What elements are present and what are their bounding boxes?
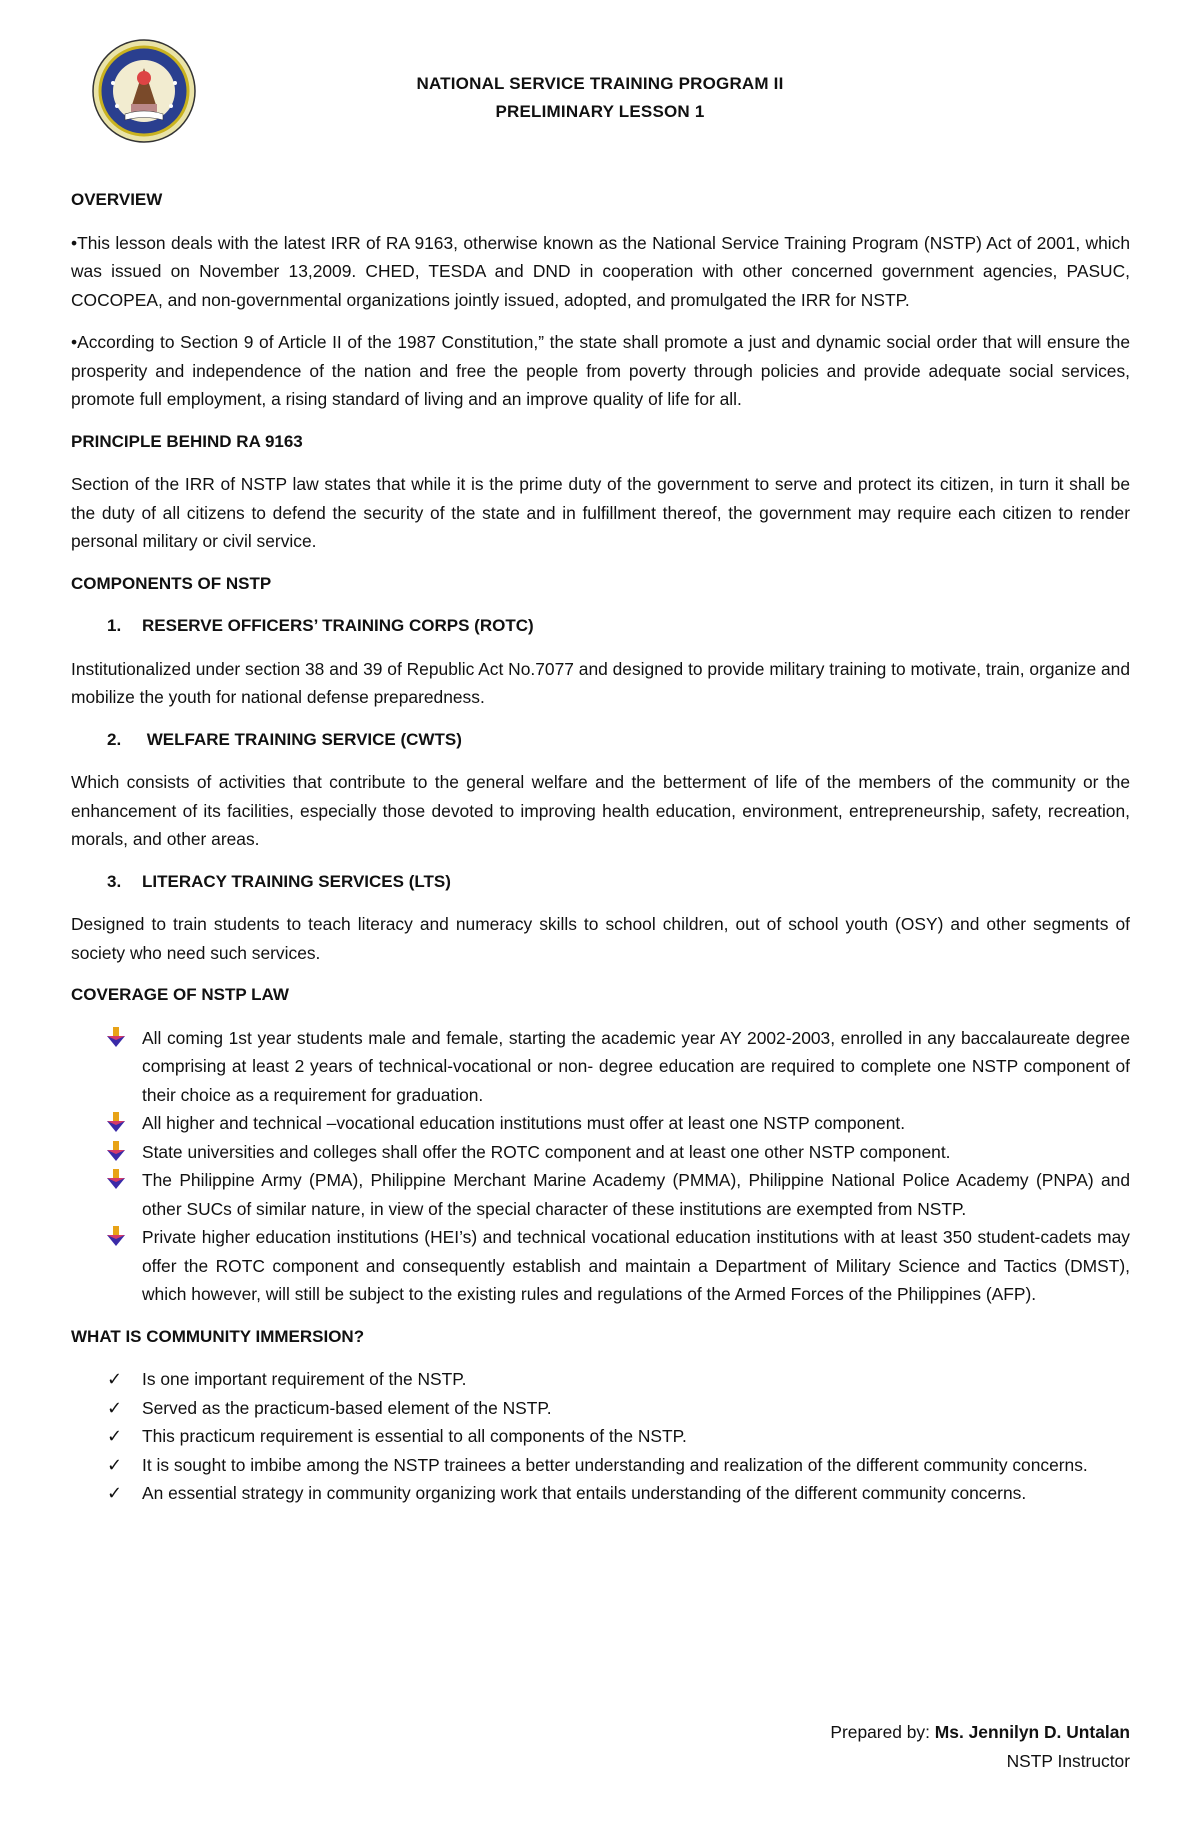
component-number: 3. [107,871,122,891]
list-item-text: Is one important requirement of the NSTP. [142,1369,467,1389]
overview-paragraph-2: •According to Section 9 of Article II of the 1987 Constitution,” the state shall promote a just and dynamic social order that will ensure the prosperity and independence of the nation and free the people from poverty through policies and provide adequate social services, promote full employment, a rising standard of living and an improve quality of life for all. [71,332,1130,409]
component-description: Which consists of activities that contribute to the general welfare and the betterment of life of the members of the community or the enhancement of its facilities, especially those devoted to improving health education, environment, entrepreneurship, safety, recreation, morals, and other areas. [71,772,1130,849]
component-item-rotc [107,612,1130,641]
principle-paragraph: Section of the IRR of NSTP law states that while it is the prime duty of the government to serve and protect its citizen, in turn it shall be the duty of all citizens to defend the security of the state and in fulfillment thereof, the government may require each citizen to render personal military or civil service. [71,474,1130,551]
immersion-list [71,1365,1130,1508]
preparer-name: Ms. Jennilyn D. Untalan [934,1722,1130,1742]
checkmark-icon: ✓ [107,1426,123,1446]
coverage-heading: COVERAGE OF NSTP LAW [71,985,289,1004]
list-item [71,1365,1130,1394]
prepared-by-label: Prepared by: [830,1722,935,1742]
checkmark-icon: ✓ [107,1454,123,1475]
list-item [71,1024,1130,1110]
component-description: Designed to train students to teach literacy and numeracy skills to school children, out of school youth (OSY) and other segments of society who need such services. [71,914,1130,963]
checkmark-icon: ✓ [107,1483,123,1503]
list-item [71,1451,1130,1480]
component-title: WELFARE TRAINING SERVICE (CWTS) [142,729,462,749]
principle-heading: PRINCIPLE BEHIND RA 9163 [71,431,303,451]
signature-block [830,1718,1130,1775]
list-item [71,1422,1130,1451]
arrow-down-icon [105,1225,127,1247]
list-item [71,1166,1130,1223]
component-number: 2. [107,729,122,749]
list-item-text: All higher and technical –vocational education institutions must offer at least one NSTP component. [142,1113,906,1133]
list-item-text: Served as the practicum-based element of the NSTP. [142,1397,552,1418]
document-subtitle: PRELIMINARY LESSON 1 [495,102,705,121]
list-item-text: State universities and colleges shall offer the ROTC component and at least one other NSTP component. [142,1141,951,1162]
checkmark-icon: ✓ [107,1369,123,1389]
component-description: Institutionalized under section 38 and 39 of Republic Act No.7077 and designed to provide military training to motivate, train, organize and mobilize the youth for national defense preparedness. [71,658,1130,707]
components-heading: COMPONENTS OF NSTP [71,573,272,593]
list-item [71,1138,1130,1167]
component-item-lts [107,868,1130,897]
arrow-down-icon [105,1111,127,1133]
list-item-text: The Philippine Army (PMA), Philippine Merchant Marine Academy (PMMA), Philippine National Police Academy (PNPA) and other SUCs of similar nature, in view of the special character of these institutions are exempted from NSTP. [142,1170,1130,1219]
prepared-by-line [830,1718,1130,1747]
list-item [71,1223,1130,1309]
list-item-text: Private higher education institutions (HEI’s) and technical vocational education institutions with at least 350 student-cadets may offer the ROTC component and consequently establish and maintain a Department of Military Science and Tactics (DMST), which however, will still be subject to the existing rules and regulations of the Armed Forces of the Philippines (AFP). [142,1227,1130,1304]
list-item-text: All coming 1st year students male and female, starting the academic year AY 2002-2003, enrolled in any baccalaureate degree comprising at least 2 years of technical-vocational or non- degree education are required to complete one NSTP component of their choice as a requirement for graduation. [142,1027,1130,1105]
arrow-down-icon [105,1168,127,1190]
list-item [71,1479,1130,1508]
preparer-role: NSTP Instructor [1006,1750,1130,1771]
arrow-down-icon [105,1140,127,1162]
immersion-heading: WHAT IS COMMUNITY IMMERSION? [71,1326,365,1346]
coverage-list [71,1024,1130,1309]
document-title: NATIONAL SERVICE TRAINING PROGRAM II [416,74,784,93]
arrow-down-icon [105,1026,127,1048]
list-item [71,1109,1130,1138]
overview-paragraph-1: •This lesson deals with the latest IRR of RA 9163, otherwise known as the National Service Training Program (NSTP) Act of 2001, which was issued on November 13,2009. CHED, TESDA and DND in cooperation with other concerned government agencies, PASUC, COCOPEA, and non-governmental organizations jointly issued, adopted, and promulgated the IRR for NSTP. [71,232,1130,310]
list-item-text: An essential strategy in community organizing work that entails understanding of the different community concerns. [142,1483,1027,1503]
checkmark-icon: ✓ [107,1397,123,1418]
component-item-cwts [107,726,1130,755]
component-title: RESERVE OFFICERS’ TRAINING CORPS (ROTC) [142,616,534,635]
component-number: 1. [107,616,122,635]
list-item-text: It is sought to imbibe among the NSTP trainees a better understanding and realization of the different community concerns. [142,1454,1088,1475]
list-item-text: This practicum requirement is essential to all components of the NSTP. [142,1426,687,1446]
document-body [71,186,1130,1522]
component-title: LITERACY TRAINING SERVICES (LTS) [142,871,451,891]
overview-heading: OVERVIEW [71,190,163,209]
list-item [71,1394,1130,1423]
